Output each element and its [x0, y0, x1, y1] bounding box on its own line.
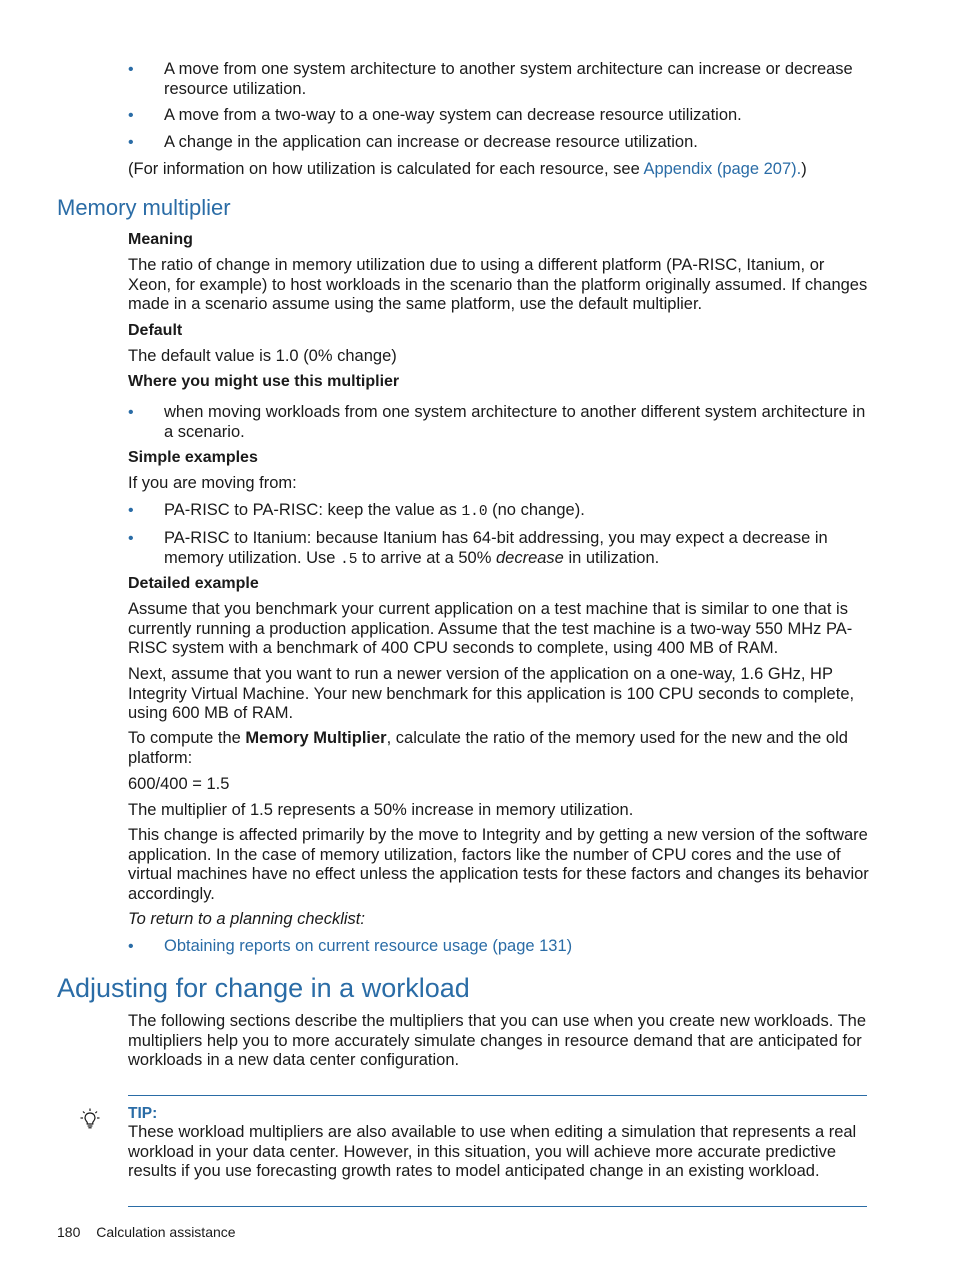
section-heading-memory-multiplier: Memory multiplier: [57, 195, 231, 220]
simple-intro: If you are moving from:: [128, 474, 297, 492]
detailed-example-label: Detailed example: [128, 575, 259, 592]
return-text: To return to a planning checklist:: [128, 910, 365, 928]
list-item-text: when moving workloads from one system architecture to another different system architecture in a scenario.: [164, 403, 866, 441]
bullet-icon: •: [128, 404, 134, 421]
bullet-icon: •: [128, 61, 134, 78]
list-item-text: A change in the application can increase or decrease resource utilization.: [164, 133, 698, 151]
simple-examples-label: Simple examples: [128, 449, 258, 466]
tip-bottom-rule: [128, 1206, 867, 1207]
page-footer: [57, 1223, 236, 1243]
footer-section: Calculation assistance: [96, 1224, 236, 1240]
adjusting-intro: The following sections describe the multipliers that you can use when you create new workloads. The multipliers help you to more accurately simulate changes in resource demand that are anticipated for workloads in a new data center configuration.: [128, 1012, 867, 1069]
appendix-link[interactable]: Appendix (page 207).: [643, 160, 802, 178]
detailed-paragraph: This change is affected primarily by the move to Integrity and by getting a new version of the software application. In the case of memory utilization, factors like the number of CPU cores and the use of virtual machines have no effect unless the application tests for these factors and changes its behavior accordingly.: [128, 826, 869, 903]
list-item-text: A move from a two-way to a one-way system can decrease resource utilization.: [164, 106, 742, 124]
default-text: The default value is 1.0 (0% change): [128, 347, 397, 365]
checklist-link[interactable]: Obtaining reports on current resource usage (page 131): [164, 937, 573, 955]
meaning-text: The ratio of change in memory utilization due to using a different platform (PA-RISC, Itanium, or Xeon, for example) to host workloads in the scenario than the platform originally assumed. If changes made in a scenario assume using the same platform, use the default multiplier.: [128, 256, 868, 313]
meaning-label: Meaning: [128, 231, 193, 248]
list-item-text: A move from one system architecture to another system architecture can increase or decrease resource utilization.: [164, 60, 853, 98]
bullet-icon: •: [128, 502, 134, 519]
list-item-text: PA-RISC to Itanium: because Itanium has 64-bit addressing, you may expect a decrease in memory utilization. Use .5 to arrive at a 50% decrease in utilization.: [164, 529, 828, 568]
detailed-paragraph: Assume that you benchmark your current application on a test machine that is similar to one that is currently running a production application. Assume that the test machine is a two-way 550 MHz PA-RISC system with a benchmark of 400 CPU seconds to complete, using 400 MB of RAM.: [128, 600, 853, 657]
bullet-icon: •: [128, 107, 134, 124]
code-value: .5: [340, 551, 358, 568]
lightbulb-icon: [80, 1108, 100, 1130]
detailed-paragraph: Next, assume that you want to run a newer version of the application on a one-way, 1.6 GHz, HP Integrity Virtual Machine. Your new benchmark for this application is 100 CPU seconds to complete, using 600 MB of RAM.: [128, 665, 855, 722]
bullet-icon: •: [128, 530, 134, 547]
tip-top-rule: [128, 1095, 867, 1096]
tip-text: These workload multipliers are also available to use when editing a simulation that represents a real workload in your data center. However, in this situation, you will achieve more accurate predictive results if you use forecasting growth rates to model anticipated change in an existing workload.: [128, 1123, 857, 1180]
tip-label: TIP:: [128, 1105, 158, 1122]
bullet-icon: •: [128, 938, 134, 955]
info-paragraph: (For information on how utilization is calculated for each resource, see Appendix (page 207).): [128, 160, 807, 178]
detailed-paragraph: The multiplier of 1.5 represents a 50% increase in memory utilization.: [128, 801, 634, 819]
code-value: 1.0: [461, 504, 488, 520]
default-label: Default: [128, 322, 183, 339]
detailed-paragraph: To compute the Memory Multiplier, calculate the ratio of the memory used for the new and the old platform:: [128, 729, 848, 767]
page-number: 180: [57, 1224, 81, 1240]
list-item-text: PA-RISC to PA-RISC: keep the value as 1.0 (no change).: [164, 501, 585, 520]
bullet-icon: •: [128, 134, 134, 151]
equation: 600/400 = 1.5: [128, 775, 230, 793]
where-label: Where you might use this multiplier: [128, 373, 400, 390]
section-heading-adjusting: Adjusting for change in a workload: [57, 973, 470, 1003]
